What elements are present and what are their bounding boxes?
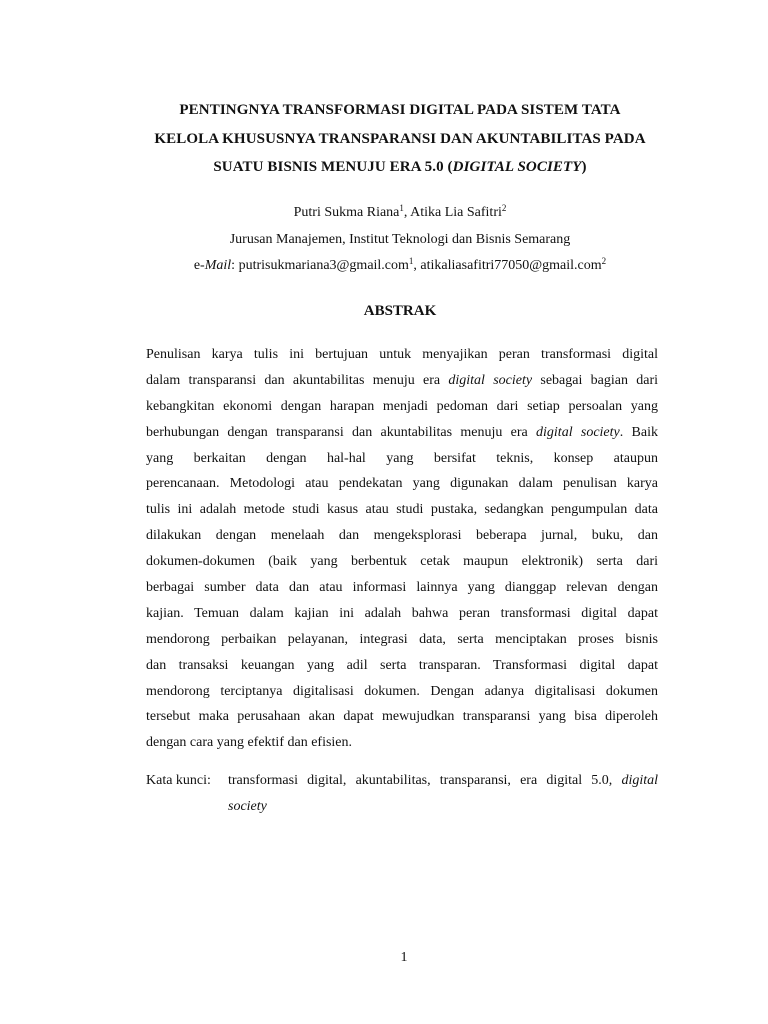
keywords-line-2 — [228, 794, 658, 820]
email-prefix: e- — [193, 258, 205, 273]
abstract-line — [146, 420, 658, 446]
title-line-3-post: ) — [581, 159, 587, 175]
email-colon: : — [231, 258, 239, 273]
abstract-line-pre: mendorong terciptanya digitalisasi dokumen. Dengan adanya digitalisasi dokumen — [146, 683, 658, 699]
abstract-line-post: . Baik — [619, 424, 658, 440]
abstract-line — [146, 730, 658, 756]
abstract-line-pre: dokumen-dokumen (baik yang berbentuk cetak maupun elektronik) serta dari — [146, 554, 658, 570]
abstract-line-pre: tulis ini adalah metode studi kasus atau studi pustaka, sedangkan pengumpulan data — [146, 502, 658, 518]
abstract-line-pre: berhubungan dengan transparansi dan akuntabilitas menuju era — [146, 424, 537, 440]
abstract-line-pre: tersebut maka perusahaan akan dapat mewujudkan transparansi yang bisa diperoleh — [146, 709, 658, 725]
abstract-line-pre: perencanaan. Metodologi atau pendekatan yang digunakan dalam penulisan karya — [146, 476, 658, 492]
abstract-body — [146, 342, 658, 756]
keywords-line-1-pre: transformasi digital, akuntabilitas, transparansi, era digital 5.0, — [228, 773, 622, 788]
page-number: 1 — [400, 950, 408, 965]
title-line-3 — [120, 153, 680, 182]
abstract-line-italic: digital society — [536, 424, 620, 440]
email-1: putrisukmariana3@gmail.com — [238, 258, 409, 273]
keywords-text — [228, 768, 658, 820]
author-separator: , — [403, 205, 411, 220]
abstract-line — [146, 575, 658, 601]
abstract-line — [146, 523, 658, 549]
abstract-line — [146, 342, 658, 368]
abstract-line — [146, 471, 658, 497]
email-2-sup: 2 — [601, 256, 607, 266]
abstract-line-pre: mendorong perbaikan pelayanan, integrasi data, serta menciptakan proses bisnis — [146, 631, 658, 647]
keywords-line-1-italic: digital — [621, 773, 658, 788]
abstract-line — [146, 653, 658, 679]
keywords-line-2-italic: society — [228, 799, 267, 814]
email-label: Mail — [204, 258, 232, 273]
abstract-line-pre: dan transaksi keuangan yang adil serta transparan. Transformasi digital dapat — [146, 657, 658, 673]
abstract-line — [146, 394, 658, 420]
abstract-line-pre: kajian. Temuan dalam kajian ini adalah bahwa peran transformasi digital dapat — [146, 605, 658, 621]
affiliation: Jurusan Manajemen, Institut Teknologi dan Bisnis Semarang — [229, 231, 571, 247]
abstract-line — [146, 368, 658, 394]
author-2-sup: 2 — [501, 203, 507, 213]
author-names — [100, 200, 700, 227]
abstract-line-pre: dalam transparansi dan akuntabilitas menuju era — [146, 372, 449, 388]
abstract-line — [146, 679, 658, 705]
title-line-3-pre: SUATU BISNIS MENUJU ERA 5.0 ( — [213, 159, 453, 175]
abstract-line-pre: dilakukan dengan menelaah dan mengeksplorasi beberapa jurnal, buku, dan — [146, 528, 658, 544]
abstract-line — [146, 549, 658, 575]
email-2: atikaliasafitri77050@gmail.com — [420, 258, 602, 273]
abstract-line-pre: kebangkitan ekonomi dengan harapan menjadi pedoman dari setiap persoalan yang — [146, 398, 658, 414]
abstract-line — [146, 601, 658, 627]
abstract-line-post: sebagai bagian dari — [532, 372, 658, 388]
abstract-line — [146, 446, 658, 472]
keywords-label: Kata kunci: — [146, 773, 211, 788]
title-line-3-italic: DIGITAL SOCIETY — [452, 159, 582, 175]
abstract-line — [146, 627, 658, 653]
abstract-line — [146, 704, 658, 730]
email-line — [100, 253, 700, 280]
title-line-2: KELOLA KHUSUSNYA TRANSPARANSI DAN AKUNTABILITAS PADA — [154, 130, 646, 147]
author-1: Putri Sukma Riana — [293, 205, 400, 220]
abstract-line-pre: berbagai sumber data dan atau informasi lainnya yang dianggap relevan dengan — [146, 580, 658, 596]
abstract-line — [146, 497, 658, 523]
abstract-heading: ABSTRAK — [363, 303, 437, 319]
author-1-sup: 1 — [399, 203, 404, 213]
abstract-line-pre: yang berkaitan dengan hal-hal yang bersifat teknis, konsep ataupun — [146, 450, 658, 466]
abstract-line-pre: dengan cara yang efektif dan efisien. — [146, 735, 353, 751]
abstract-line-italic: digital society — [448, 372, 533, 388]
title-line-1: PENTINGNYA TRANSFORMASI DIGITAL PADA SISTEM TATA — [179, 102, 621, 118]
paper-title — [120, 96, 680, 182]
email-separator: , — [413, 258, 421, 273]
author-info — [100, 200, 700, 280]
keywords-line-1 — [228, 768, 658, 794]
email-1-sup: 1 — [408, 256, 414, 266]
abstract-line-pre: Penulisan karya tulis ini bertujuan untuk menyajikan peran transformasi digital — [146, 347, 658, 362]
author-2: Atika Lia Safitri — [410, 205, 502, 220]
